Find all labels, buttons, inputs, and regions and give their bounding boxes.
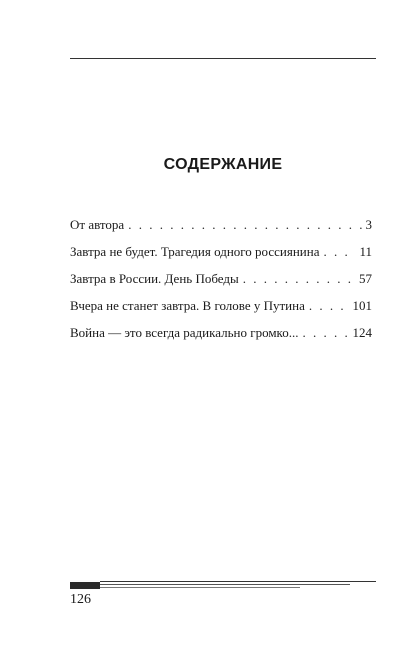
toc-entry (70, 325, 372, 352)
toc-entry-title: Вчера не станет завтра. В голове у Путина (70, 298, 305, 313)
toc-entry-title: Завтра в России. День Победы (70, 271, 239, 286)
toc-entry-title: От автора (70, 217, 125, 232)
footer-ornament (70, 579, 376, 591)
top-rule (70, 58, 376, 59)
toc-entry-page: 57 (359, 271, 372, 286)
toc-entry-page: 11 (359, 244, 372, 259)
toc-leader-dots (243, 271, 355, 287)
toc-entry (70, 271, 372, 298)
footer-block (70, 582, 100, 589)
toc-entry-page: 101 (352, 298, 372, 313)
toc-entry-page: 3 (365, 217, 372, 232)
footer-line (100, 584, 350, 585)
toc-heading: СОДЕРЖАНИЕ (163, 156, 283, 173)
toc-leader-dots (302, 325, 348, 341)
table-of-contents (70, 217, 372, 352)
toc-entry (70, 298, 372, 325)
toc-entry-title: Завтра не будет. Трагедия одного россиянина (70, 244, 320, 259)
toc-entry (70, 244, 372, 271)
toc-leader-dots (324, 244, 356, 260)
toc-entry-title: Война — это всегда радикально громко... (70, 325, 299, 340)
footer-line (100, 581, 376, 582)
toc-entry (70, 217, 372, 244)
toc-entry-page: 124 (352, 325, 372, 340)
page-number: 126 (70, 592, 91, 607)
footer-line (100, 587, 300, 588)
toc-leader-dots (309, 298, 349, 314)
toc-leader-dots (128, 217, 361, 233)
